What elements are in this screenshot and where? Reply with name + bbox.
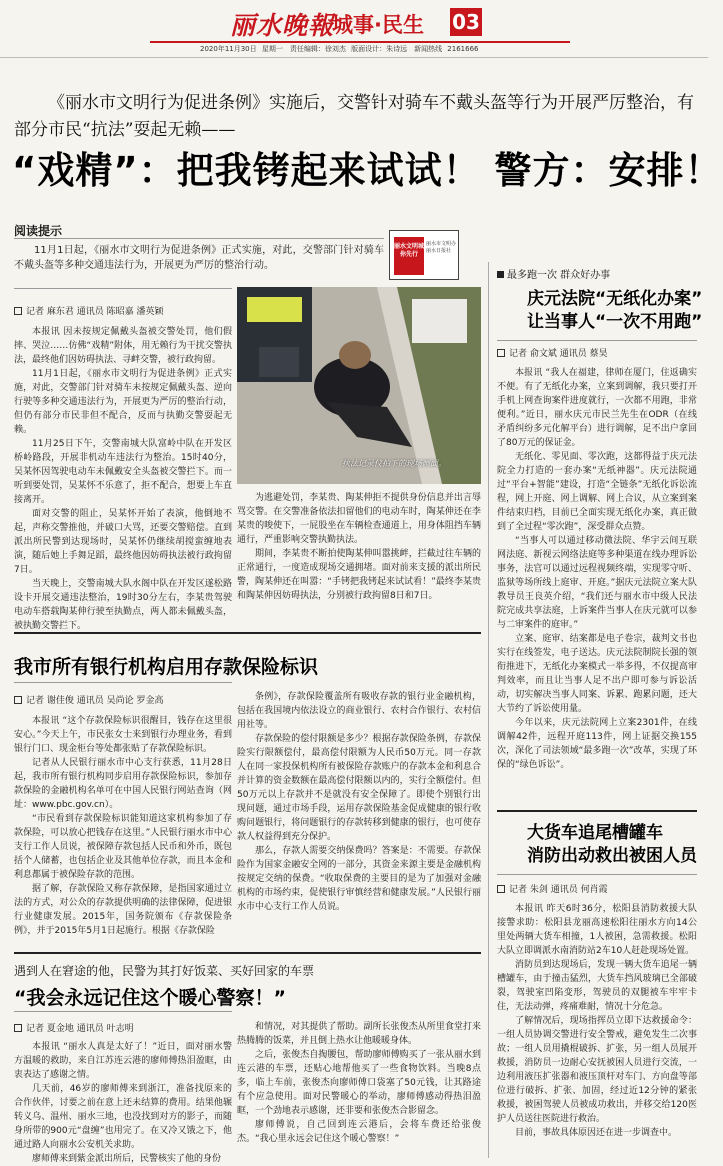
civility-badge bbox=[389, 230, 459, 280]
court-kicker bbox=[497, 266, 610, 281]
lead-para: 本报讯 因未按规定佩戴头盔被交警处罚，他们假摔、哭泣……仿佛“戏精”附体，用无赖行为干扰交警执法，最终他们因妨碍执法、寻衅交警，被行政拘留。 bbox=[14, 327, 232, 365]
lead-para: 当天晚上，交警南城大队水阁中队在开发区遂松路设卡开展交通违法整治，19时30分左右，李某贵驾驶电动车搭载陶某伸行驶至执勤点，两人都未佩戴头盔，被执勤交警拦下。 bbox=[14, 579, 232, 631]
lead-byline-text: 记者 麻东君 通讯员 陈昭嘉 潘英颖 bbox=[26, 307, 164, 317]
police-col1 bbox=[14, 1040, 232, 1164]
photo-caption: 执法记录仪拍下的现场画面。 bbox=[342, 459, 446, 468]
newspaper-logo: 丽水晚報 bbox=[230, 11, 335, 40]
court-byline bbox=[497, 346, 608, 359]
lead-col2 bbox=[237, 491, 481, 603]
court-byline-text: 记者 俞文斌 通讯员 蔡昊 bbox=[509, 349, 608, 359]
court-para: 立案、庭审、结案都是电子卷宗，裁判文书也实行在线签发，电子送达。庆元法院制院长强的领衔推进下，无纸化办案模式一举多得，不仅提高审判效率，而且让当事人足不出户即可参与诉讼活动，切实解决当事人同案、诉累、跑累问题，还大大节约了诉讼使用量。 bbox=[497, 634, 697, 714]
deposit-byline-text: 记者 谢佳俊 通讯员 吴尚论 罗金高 bbox=[26, 696, 164, 706]
deposit-headline: 我市所有银行机构启用存款保险标识 bbox=[14, 656, 319, 678]
deposit-para: 本报讯 “这个存款保险标识很醒目，钱存在这里很安心。”今天上午，市民张女士来到银行办理业务，看到银行门口、现金柜台等处都张贴了存款保险标识。 bbox=[14, 716, 232, 754]
court-headline-1: 庆元法院“无纸化办案” bbox=[527, 289, 703, 309]
byline-box-icon bbox=[497, 885, 505, 893]
section-title: 城事·民生 bbox=[332, 13, 424, 37]
deposit-col1 bbox=[14, 714, 232, 938]
lead-byline bbox=[14, 304, 163, 317]
masthead-rule bbox=[150, 41, 570, 43]
fire-rule bbox=[497, 810, 697, 812]
fire-para: 消防员到达现场后，发现一辆大货车追尾一辆槽罐车，由于撞击猛烈，大货车挡风玻璃已全部破裂，驾驶室凹陷变形，驾驶员的双腿被车牢牢卡住，无法动弹，疼痛难耐，情况十分危急。 bbox=[497, 960, 697, 1012]
fire-headline-1: 大货车追尾槽罐车 bbox=[527, 823, 663, 843]
kicker-square-icon bbox=[497, 271, 504, 278]
police-rule bbox=[14, 952, 481, 954]
deposit-thin-rule bbox=[14, 682, 232, 683]
fire-para: 本报讯 昨天6时36分，松阳县消防救援大队接警求助：松阳县龙丽高速松阳往丽水方向14公里处两辆大货车相撞，1人被困，急需救援。松阳大队立即调派水南消防站2车10人赶赴现场处置。 bbox=[497, 904, 697, 956]
police-para: 本报讯 “丽水人真是太好了！”近日，面对丽水警方温暖的救助，来自江苏连云港的廖师傅热泪盈眶，由衷表达了感谢之情。 bbox=[14, 1042, 232, 1080]
lead-para: 面对交警的阻止，吴某怀开始了表演，他倒地不起，声称交警推他，并破口大骂，还要交警赔偿。直到派出所民警到达现场时，吴某怀仍继续胡搅蛮缠地表演，随后她上手舞足蹈，最终他因妨碍执法被行政拘留7日。 bbox=[14, 509, 232, 575]
police-byline-text: 记者 夏金地 通讯员 叶志明 bbox=[26, 1024, 134, 1034]
court-para: 本报讯 “我人在福建，律师在厦门，住返确实不便。有了无纸化办案，立案到调解，我只要打开手机上网查询案件进度就行，一次都不用跑，非常便利。”近日，丽水庆元市民兰先生在ODR（在线矛盾纠纷多元化解平台）进行调解，足不出户拿回了80万元的保证金。 bbox=[497, 368, 697, 448]
lead-headline: “戏精”：把我铐起来试试！ 警方：安排！ bbox=[12, 149, 723, 192]
lead-rule bbox=[14, 288, 232, 289]
police-thin-rule bbox=[14, 1011, 232, 1012]
intro-rule bbox=[14, 238, 384, 239]
police-para: 廖师傅来到紫金派出所后，民警核实了他的身份 bbox=[32, 1154, 222, 1164]
deposit-para: 存款保险的偿付限额是多少？根据存款保险条例，存款保险实行限额偿付，最高偿付限额为人民币50万元。同一存款人在同一家投保机构所有被保险存款账户的存款本金和利息合并计算的资金数额在最高偿付限额以内的，实行全额偿付。但50万元以上存款并不是就没有安全保障了。即使个别银行出现问题，通过市场手段，运用存款保险基金促成健康的银行收购问题银行，将问题银行的存款转移到健康的银行，也可使存款人权益得到充分保护。 bbox=[237, 734, 481, 842]
police-para: 和情况，对其提供了帮助。副所长张俊杰从所里食堂打来热腾腾的饭菜，并且倒上热水让他暖暖身体。 bbox=[237, 1022, 481, 1046]
byline-box-icon bbox=[497, 349, 505, 357]
lead-para: 11月25日下午，交警南城大队富岭中队在开发区桥岭路段，开展非机动车违法行为整治。15时40分，吴某怀因驾驶电动车未佩戴安全头盔被交警拦下。而一听到要处罚，吴某怀不乐意了，拒不配合，想要上车直接离开。 bbox=[14, 439, 232, 505]
badge-side-text: 丽水市文明办 丽水日报社 bbox=[426, 241, 457, 254]
byline-box-icon bbox=[14, 1024, 22, 1032]
fire-byline-text: 记者 朱剑 通讯员 何肖霞 bbox=[509, 885, 608, 895]
page-number: 03 bbox=[450, 8, 482, 36]
fire-thin-rule bbox=[497, 874, 697, 875]
court-para: 无纸化、零见面、零次跑，这都得益于庆元法院全力打造的一套办案“无纸神器”。庆元法院通过“平台+智能”建设，打造“全链条”无纸化诉讼流程，网上开庭、网上调解、网上合议，从立案到案件结束归档，目前已全面实现无纸化办案，真正做到了全过程“零次跑”，深受群众点赞。 bbox=[497, 452, 697, 532]
lead-col1 bbox=[14, 325, 232, 633]
court-kicker-text: 最多跑一次 群众好办事 bbox=[507, 270, 611, 281]
edition-info: 2020年11月30日 星期一 责任编辑：徐刘杰 版面设计：朱诗远 新闻热线 2161666 bbox=[200, 45, 479, 53]
deposit-para: 记者从人民银行丽水市中心支行获悉，11月28日起，我市所有银行机构同步启用存款保险标识，参加存款保险的金融机构名单可在中国人民银行网站查询（网址：www.pbc.gov.cn）。 bbox=[14, 758, 232, 810]
intro-text: 11月1日起，《丽水市文明行为促进条例》正式实施，对此，交警部门针对骑车不戴头盔等多种交通违法行为，开展更为严厉的整治行动。 bbox=[14, 245, 384, 271]
byline-box-icon bbox=[14, 307, 22, 315]
police-byline bbox=[14, 1021, 134, 1034]
court-rule bbox=[497, 340, 697, 341]
police-para: 几天前，46岁的廖师傅来到浙江，准备找原来的合作伙伴，讨要之前在意上还未结算的费用。结果他辗转义乌、温州、丽水三地，也没找到对方的影子，而随身所带的900元“盘缠”也用完了。在又冷又饿之下，他通过路人向丽水公安机关求助。 bbox=[14, 1084, 232, 1150]
police-para: 之后，张俊杰自掏腰包，帮助廖师傅购买了一张从丽水到连云港的车票，还贴心地帮他买了一些食物饮料。当晚8点多，临上车前，张俊杰向廖师傅口袋塞了50元钱，让其路途有个应急使用。面对民警暖心的举动，廖师傅感动得热泪盈眶，一个劲地表示感谢，还非要和张俊杰合影留念。 bbox=[237, 1050, 481, 1116]
police-para: 廖师傅说，自己回到连云港后，会将车费还给张俊杰。“我心里永远会记住这个暖心警察！” bbox=[237, 1120, 481, 1144]
lead-para: 期间，李某贵不断拍使陶某伸叫嚣挑衅，拦截过往车辆的正常通行，一度造成现场交通拥堵。面对前来支援的派出所民警，陶某伸还在叫嚣：“手铐把我铐起来试试看！”最终李某贵和陶某伸因妨碍执法，分别被行政拘留8日和7日。 bbox=[237, 549, 481, 601]
court-para: “当事人可以通过移动微法院、华宇云间互联网法庭、新视云网络法庭等多种渠道在线办理诉讼事务，法官可以通过远程视频终端，实现零守听、监狱等场所线上庭审、开庭。”据庆元法院立案大队教导员王良英介绍，“我们还与丽水市中级人民法院完成共享法庭，上诉案件当事人在庆元就可以参与二审案件的庭审。” bbox=[497, 536, 697, 630]
court-para: 今年以来，庆元法院网上立案2301件，在线调解42件，远程开庭113件，网上证据交换155次，深化了司法领域“最多跑一次”改革，实现了环保的“绿色诉讼”。 bbox=[497, 718, 697, 770]
fire-para: 了解情况后，现场指挥员立即下达救援命令：一组人员协调交警进行安全警戒，避免发生二次事故；一组人员用撬棍破拆、扩张，另一组人员展开救援，消防员一边耐心安抚被困人员进行交流，一边利用液压扩张器和液压顶杆对车门、方向盘等部位进行破拆、扩张、加固，经过近12分钟的紧张救援，被困驾驶人员被成功救出，并移交给120医护人员送往医院进行救治。 bbox=[497, 1016, 697, 1124]
fire-body bbox=[497, 902, 697, 1158]
deposit-rule bbox=[14, 632, 481, 634]
fire-headline-2: 消防出动救出被困人员 bbox=[527, 846, 697, 866]
deposit-para: “市民看到存款保险标识能知道这家机构参加了存款保险，可以放心把钱存在这里。”人民银行丽水市中心支行工作人员说，被保障存款包括人民币和外币，既包括个人储蓄，也包括企业及其他单位存款，而且本金和利息都属于被保险存款的范围。 bbox=[14, 814, 232, 880]
deposit-para: 那么，存款人需要交纳保费吗？答案是：不需要。存款保险作为国家金融安全网的一部分，其资金来源主要是金融机构按规定交纳的保费。“收取保费的主要目的是为了加强对金融机构的市场约束，促使银行审慎经营和健康发展。”人民银行丽水市中心支行工作人员说。 bbox=[237, 846, 481, 912]
police-headline: “我会永远记住这个暖心警察！” bbox=[14, 987, 286, 1009]
badge-emblem: 丽水文明城 你先行 bbox=[394, 237, 424, 275]
photo-illustration bbox=[237, 287, 481, 484]
byline-box-icon bbox=[14, 696, 22, 704]
column-divider bbox=[488, 262, 489, 1158]
court-body bbox=[497, 366, 697, 772]
lead-para: 11月1日起，《丽水市文明行为促进条例》正式实施，对此，交警部门针对骑车未按规定佩戴头盔、逆向行驶等多种交通违法行为，开展更为严厉的整治行动，但仍有部分市民非但不配合，反而与执勤交警耍起无赖。 bbox=[14, 369, 232, 435]
lead-deck: 《丽水市文明行为促进条例》实施后，交警针对骑车不戴头盔等行为开展严厉整治，有部分市民“抗法”耍起无赖—— bbox=[14, 93, 694, 140]
fire-para: 目前，事故具体原因还在进一步调查中。 bbox=[515, 1128, 678, 1138]
court-headline-2: 让当事人“一次不用跑” bbox=[527, 312, 703, 332]
deposit-para: 据了解，存款保险又称存款保障，是指国家通过立法的方式，对公众的存款提供明确的法律保障，促进银行业健康发展。2015年，国务院颁布《存款保险条例》，并于2015年5月1日起施行。根据《存款保险 bbox=[14, 884, 232, 936]
deposit-para: 条例》，存款保险覆盖所有吸收存款的银行业金融机构，包括在我国境内依法设立的商业银行、农村合作银行、农村信用社等。 bbox=[237, 692, 481, 730]
deposit-byline bbox=[14, 693, 163, 706]
deposit-col2 bbox=[237, 690, 481, 914]
police-kicker: 遇到人在窘途的他，民警为其打好饭菜、买好回家的车票 bbox=[14, 964, 315, 978]
top-divider bbox=[0, 57, 708, 58]
lead-para: 为逃避处罚，李某贵、陶某伸拒不提供身份信息并出言辱骂交警。在交警准备依法扣留他们的电动车时，陶某伸还在李某贵的唆使下，一屁股坐在车辆检查通道上，用身体阻挡车辆通行，严重影响交警执勤执法。 bbox=[237, 493, 481, 545]
intro-label: 阅读提示 bbox=[14, 224, 63, 238]
fire-byline bbox=[497, 882, 608, 895]
police-col2 bbox=[237, 1020, 481, 1158]
bodycam-photo bbox=[237, 287, 481, 484]
